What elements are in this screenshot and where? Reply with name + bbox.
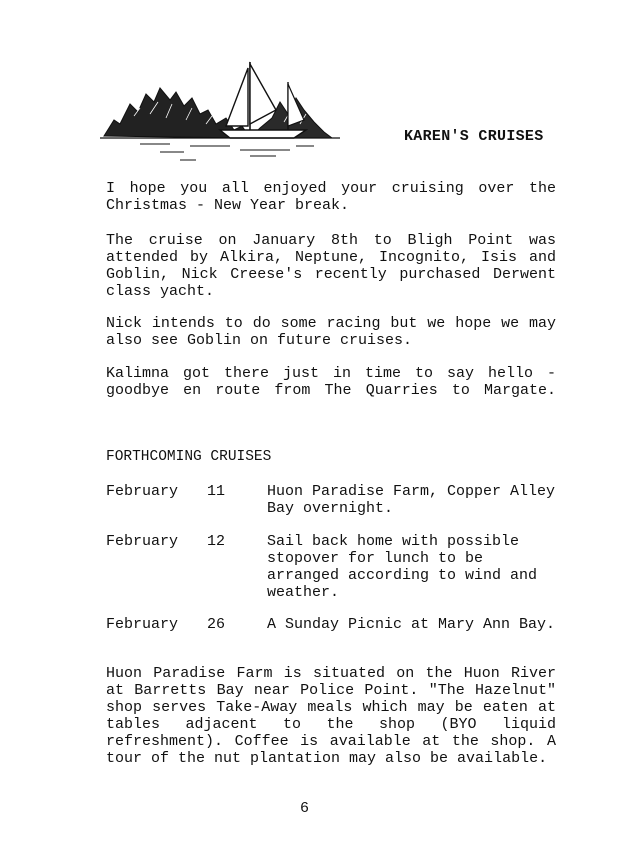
sailboat-illustration [100, 58, 345, 170]
event-description: Huon Paradise Farm, Copper Alley Bay overnight. [267, 483, 556, 517]
event-month: February [106, 483, 179, 500]
event-description: A Sunday Picnic at Mary Ann Bay. [267, 616, 556, 633]
event-day: 26 [207, 616, 226, 633]
event-month: February [106, 616, 179, 633]
intro-paragraph: I hope you all enjoyed your cruising over the Christmas - New Year break. [106, 180, 556, 214]
forthcoming-cruises-heading: FORTHCOMING CRUISES [106, 449, 272, 465]
event-day: 12 [207, 533, 226, 550]
racing-paragraph: Nick intends to do some racing but we hope we may also see Goblin on future cruises. [106, 315, 556, 349]
page-number: 6 [300, 800, 310, 817]
water-reflection [140, 144, 314, 160]
cruise-report-paragraph: The cruise on January 8th to Bligh Point was attended by Alkira, Neptune, Incognito, Isis and Goblin, Nick Creese's recently purchased Derwent class yacht. [106, 232, 556, 300]
article-title: KAREN'S CRUISES [404, 128, 544, 145]
kalimna-paragraph: Kalimna got there just in time to say hello - goodbye en route from The Quarries to Margate. [106, 365, 556, 399]
event-month: February [106, 533, 179, 550]
huon-farm-paragraph: Huon Paradise Farm is situated on the Huon River at Barretts Bay near Police Point. "The Hazelnut" shop serves Take-Away meals which may be eaten at tables adjacent to the shop (BYO liquid refreshment). Coffee is available at the shop. A tour of the nut plantation may also be available. [106, 665, 556, 767]
event-day: 11 [207, 483, 226, 500]
event-description: Sail back home with possible stopover for lunch to be arranged according to wind and weather. [267, 533, 538, 601]
